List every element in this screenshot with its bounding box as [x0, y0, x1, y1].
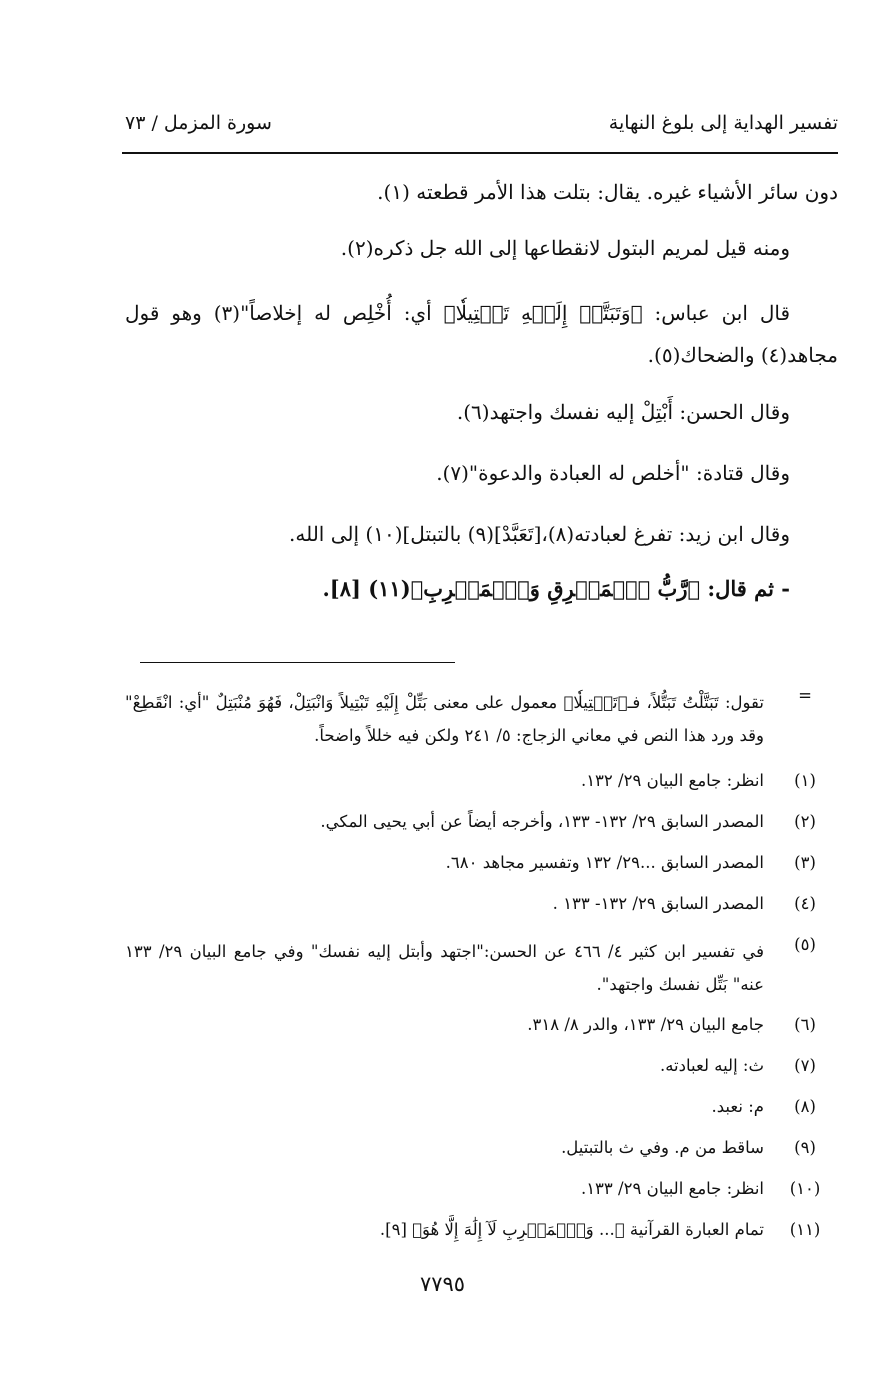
footnote-number: (٥) — [794, 935, 816, 954]
footnote-number: (١١) — [789, 1220, 821, 1239]
footnote-number: (٧) — [794, 1056, 816, 1075]
footnote-number: (١٠) — [789, 1179, 821, 1198]
footnote-number: (١) — [794, 771, 816, 790]
footnote-item — [125, 935, 838, 1005]
footnote-text: جامع البيان ٢٩/ ١٣٣، والدر ٨/ ٣١٨. — [527, 1015, 764, 1034]
footnote-separator — [140, 662, 455, 663]
footnote-number: (٩) — [794, 1138, 816, 1157]
footnote-number: (٣) — [794, 853, 816, 872]
footnote-text: المصدر السابق ...٢٩/ ١٣٢ وتفسير مجاهد ٦٨٠. — [445, 853, 764, 872]
footnote-text: المصدر السابق ٢٩/ ١٣٢- ١٣٣ . — [552, 894, 764, 913]
footnote-number: (٦) — [794, 1015, 816, 1034]
running-header-book-title: تفسير الهداية إلى بلوغ النهاية — [608, 112, 838, 134]
text-paragraph: قال ابن عباس: ﴿وَتَبَتَّلۡ إِلَيۡهِ تَبۡتِيلٗا﴾ أي: أُخْلِص له إخلاصاً"(٣) وهو قول مجاهد(٤) والضحاك(٥). — [125, 301, 838, 367]
footnote-text: تمام العبارة القرآنية ﴿... وَٱلۡمَغۡرِبِ لَآ إِلَٰهَ إِلَّا هُوَ﴾ [٩]. — [379, 1220, 764, 1239]
text-line: ومنه قيل لمريم البتول لانقطاعها إلى الله جل ذكره(٢). — [340, 236, 790, 260]
footnote-number: (٤) — [794, 894, 816, 913]
footnote-text: م: نعبد. — [711, 1097, 764, 1116]
footnote-continuation — [125, 686, 838, 756]
footnote-text: انظر: جامع البيان ٢٩/ ١٣٢. — [580, 771, 764, 790]
footnote-text: انظر: جامع البيان ٢٩/ ١٣٣. — [580, 1179, 764, 1198]
header-rule — [122, 152, 838, 154]
text-line: - ثم قال: ﴿رَّبُّ ٱلۡمَشۡرِقِ وَٱلۡمَغۡرِبِ﴾(١١) [٨]. — [322, 576, 790, 601]
text-line: وقال الحسن: أَبْتِلْ إليه نفسك واجتهد(٦). — [456, 400, 790, 424]
page-number: ٧٧٩٥ — [419, 1272, 466, 1296]
footnote-number: (٨) — [794, 1097, 816, 1116]
text-line: وقال قتادة: "أخلص له العبادة والدعوة"(٧). — [436, 461, 790, 485]
footnote-text: ث: إليه لعبادته. — [659, 1056, 764, 1075]
footnote-text: ساقط من م. وفي ث بالتبتيل. — [561, 1138, 764, 1157]
footnote-marker: = — [798, 686, 812, 705]
running-header-surah: سورة المزمل / ٧٣ — [125, 112, 272, 134]
footnote-text: في تفسير ابن كثير ٤/ ٤٦٦ عن الحسن:"اجتهد وأبتل إليه نفسك" وفي جامع البيان ٢٩/ ١٣٣ عنه" بَتِّل نفسك واجتهد". — [125, 942, 765, 994]
text-line: وقال ابن زيد: تفرغ لعبادته(٨)،[تَعَبَّدْ](٩) بالتبتل](١٠) إلى الله. — [289, 522, 790, 546]
footnote-number: (٢) — [794, 812, 816, 831]
footnote-text: تقول: تَبَتَّلْتُ تَبَتُّلاً، فـ﴿تَبۡتِيلٗا﴾ معمول على معنى بَتِّلْ إِلَيْهِ تَبْتِيلاً وَانْبَتِلْ، فَهُوَ مُنْبَتِلٌ "أي: انْقَطِعْ" وقد ورد هذا النص في معاني الزجاج: ٥/ ٢٤١ ولكن فيه خللاً واضحاً. — [125, 693, 764, 745]
text-line: دون سائر الأشياء غيره. يقال: بتلت هذا الأمر قطعته (١). — [377, 180, 838, 204]
footnote-text: المصدر السابق ٢٩/ ١٣٢- ١٣٣، وأخرجه أيضاً عن أبي يحيى المكي. — [320, 812, 764, 831]
